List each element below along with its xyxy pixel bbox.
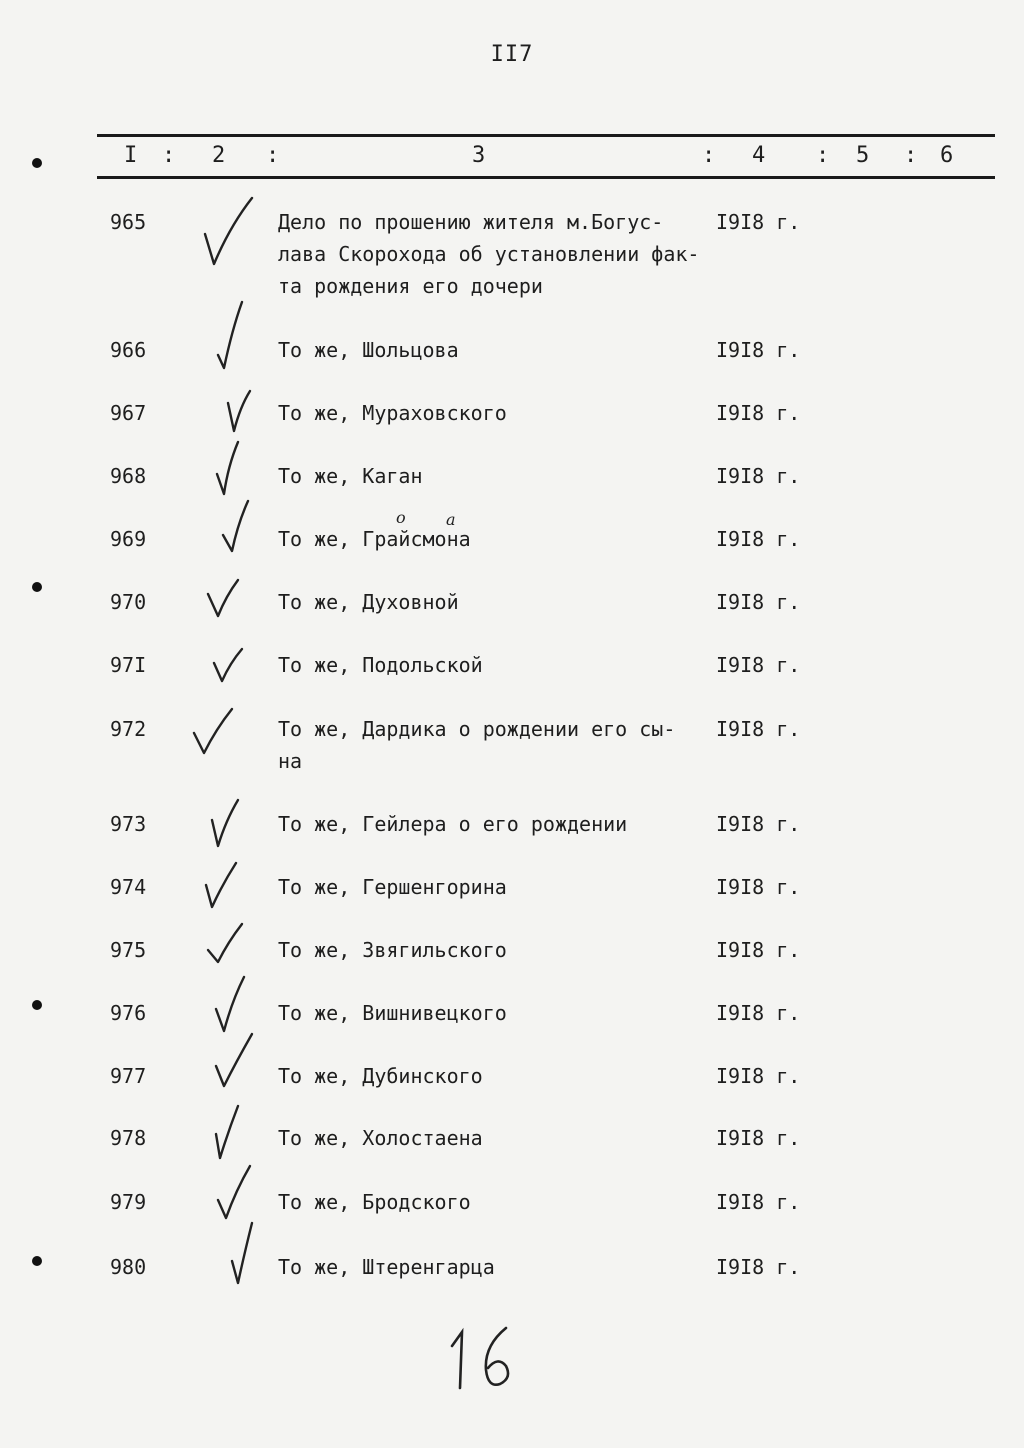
row-year: I9I8 г. [716, 1190, 801, 1214]
row-number: 978 [110, 1126, 147, 1150]
row-number: 966 [110, 338, 147, 362]
row-number: 969 [110, 527, 147, 551]
row-description: То же, Вишнивецкого [278, 1001, 507, 1025]
row-description: То же, Холостаена [278, 1126, 483, 1150]
row-description: То же, Дубинского [278, 1064, 483, 1088]
header-sep: : [266, 143, 280, 168]
row-description: То же, Гейлера о его рождении [278, 812, 628, 836]
page-number: II7 [490, 42, 534, 67]
checkmark-icon [190, 1221, 260, 1301]
header-col-6: 6 [940, 143, 954, 168]
row-description: То же, Грайсмона [278, 527, 471, 551]
header-bottom-rule [97, 176, 995, 179]
row-year: I9I8 г. [716, 1126, 801, 1150]
header-sep: : [816, 143, 830, 168]
row-description: Дело по прошению жителя м.Богус- лава Скорохода об установлении фак- та рождения его дочери [278, 210, 700, 298]
header-col-4: 4 [752, 143, 766, 168]
row-description: То же, Гершенгорина [278, 875, 507, 899]
row-number: 967 [110, 401, 147, 425]
header-top-rule [97, 134, 995, 137]
header-col-5: 5 [856, 143, 870, 168]
row-number: 979 [110, 1190, 147, 1214]
header-sep: : [162, 143, 176, 168]
header-sep: : [702, 143, 716, 168]
row-description: То же, Шольцова [278, 338, 459, 362]
row-description: То же, Звягильского [278, 938, 507, 962]
row-number: 965 [110, 210, 147, 234]
row-year: I9I8 г. [716, 1064, 801, 1088]
checkmark-icon [190, 196, 260, 276]
checkmark-icon [190, 705, 260, 785]
row-number: 968 [110, 464, 147, 488]
row-year: I9I8 г. [716, 812, 801, 836]
checkmark-icon [190, 497, 260, 577]
row-year: I9I8 г. [716, 338, 801, 362]
row-description: То же, Бродского [278, 1190, 471, 1214]
handwritten-number-mark [440, 1322, 540, 1392]
punch-hole-mark [32, 158, 42, 168]
row-year: I9I8 г. [716, 464, 801, 488]
header-col-2: 2 [212, 143, 226, 168]
row-year: I9I8 г. [716, 401, 801, 425]
punch-hole-mark [32, 582, 42, 592]
punch-hole-mark [32, 1256, 42, 1266]
row-number: 974 [110, 875, 147, 899]
row-description: То же, Каган [278, 464, 423, 488]
row-year: I9I8 г. [716, 527, 801, 551]
row-year: I9I8 г. [716, 938, 801, 962]
row-year: I9I8 г. [716, 1255, 801, 1279]
row-number: 975 [110, 938, 147, 962]
row-number: 976 [110, 1001, 147, 1025]
row-description: То же, Мураховского [278, 401, 507, 425]
row-year: I9I8 г. [716, 210, 801, 234]
row-description: То же, Духовной [278, 590, 459, 614]
checkmark-icon [190, 1032, 260, 1112]
row-number: 980 [110, 1255, 147, 1279]
row-description: То же, Штеренгарца [278, 1255, 495, 1279]
punch-hole-mark [32, 1000, 42, 1010]
header-col-1: I [124, 143, 138, 168]
row-year: I9I8 г. [716, 875, 801, 899]
row-number: 973 [110, 812, 147, 836]
row-year: I9I8 г. [716, 717, 801, 741]
row-number: 977 [110, 1064, 147, 1088]
checkmark-icon [190, 300, 260, 380]
row-year: I9I8 г. [716, 1001, 801, 1025]
row-number: 972 [110, 717, 147, 741]
handwritten-correction: а [446, 510, 456, 529]
row-year: I9I8 г. [716, 590, 801, 614]
row-description: То же, Подольской [278, 653, 483, 677]
row-number: 97I [110, 653, 147, 677]
handwritten-correction: о [396, 508, 406, 527]
row-year: I9I8 г. [716, 653, 801, 677]
header-sep: : [904, 143, 918, 168]
row-number: 970 [110, 590, 147, 614]
row-description: То же, Дардика о рождении его сы- на [278, 717, 676, 773]
header-col-3: 3 [472, 143, 486, 168]
